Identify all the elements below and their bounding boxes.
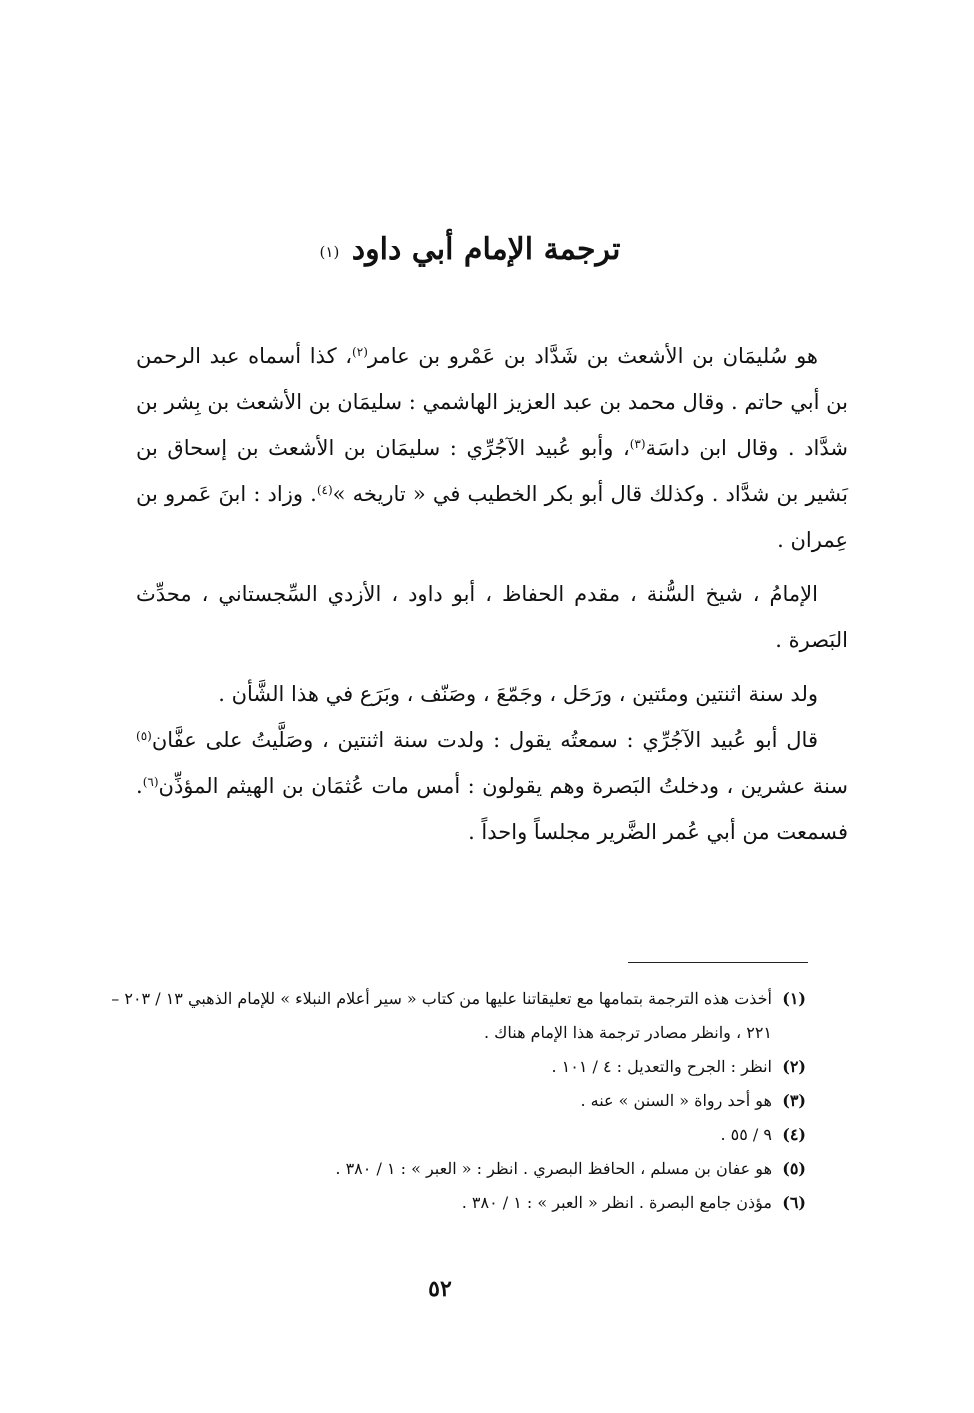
page-number: ٥٢ — [428, 1276, 452, 1302]
footnote-ref: (١) — [319, 243, 340, 262]
chapter-title — [0, 228, 940, 272]
footnote-number: (٤) — [782, 1125, 806, 1144]
footnote — [106, 1186, 806, 1220]
paragraph: الإمامُ ، شيخ السُّنة ، مقدم الحفاظ ، أبو داود ، الأزدي السِّجستاني ، محدِّث البَصرة . — [136, 582, 848, 652]
footnote-ref: (٥) — [136, 729, 152, 743]
text-run: ، كذا أسماه عبد الرحمن بن أبي حاتم . وقال محمد بن عبد العزيز الهاشمي : سليمَان بن الأشعث بن بِشر بن شدَّاد . وقال ابن داسَة — [136, 344, 848, 460]
footnote — [106, 1152, 806, 1186]
footnote-divider — [628, 962, 808, 963]
footnote-number: (٥) — [782, 1159, 806, 1178]
footnote — [106, 1118, 806, 1152]
footnote — [106, 1084, 806, 1118]
footnote-text: ٩ / ٥٥ . — [720, 1125, 772, 1144]
footnote-number: (٣) — [782, 1091, 806, 1110]
footnote-text: مؤذن جامع البصرة . انظر « العبر » : ١ / ٣٨٠ . — [461, 1193, 772, 1212]
text-run: . فسمعت من أبي عُمر الضَّرير مجلساً واحداً . — [136, 774, 848, 844]
paragraph — [136, 333, 848, 563]
footnote — [106, 1050, 806, 1084]
footnote-ref: (٣) — [629, 437, 646, 451]
footnote-number: (١) — [782, 989, 806, 1008]
text-run: قال أبو عُبيد الآجُرِّي : سمعتُه يقول : ولدت سنة اثنتين ، وصَلَّيتُ على عفَّان — [151, 728, 818, 752]
footnote — [106, 982, 806, 1050]
paragraph: ولد سنة اثنتين ومئتين ، ورَحَل ، وجَمّعَ ، وصَنّف ، وبَرَع في هذا الشَّأن . — [218, 682, 818, 706]
footnote-text: أخذت هذه الترجمة بتمامها مع تعليقاتنا عليها من كتاب « سير أعلام النبلاء » للإمام الذهبي ١٣ / ٢٠٣ – ٢٢١ ، وانظر مصادر ترجمة هذا الإمام هناك . — [111, 989, 772, 1042]
footnote-ref: (٦) — [142, 775, 159, 789]
text-run: سنة عشرين ، ودخلتُ البَصرة وهم يقولون : أمس مات عُثمَان بن الهيثم المؤذِّن — [158, 774, 848, 798]
footnote-text: هو عفان بن مسلم ، الحافظ البصري . انظر : « العبر » : ١ / ٣٨٠ . — [335, 1159, 772, 1178]
footnote-ref: (٢) — [352, 345, 368, 359]
chapter-title-text: ترجمة الإمام أبي داود — [351, 232, 621, 268]
footnote-text: هو أحد رواة « السنن » عنه . — [580, 1091, 772, 1110]
body-text — [136, 333, 848, 855]
footnote-text: انظر : الجرح والتعديل : ٤ / ١٠١ . — [551, 1057, 772, 1076]
text-run: هو سُليمَان بن الأشعث بن شَدَّاد بن عَمْرو بن عامر — [367, 344, 818, 368]
paragraph — [136, 717, 848, 855]
footnote-number: (٢) — [782, 1057, 806, 1076]
footnotes — [106, 982, 806, 1220]
footnote-number: (٦) — [782, 1193, 806, 1212]
footnote-ref: (٤) — [316, 483, 333, 497]
text-run: ، وأبو عُبيد الآجُرِّي : سليمَان بن الأشعث بن إسحاق بن بَشير بن شدَّاد . وكذلك قال أبو بكر الخطيب في « تاريخه » — [136, 436, 848, 506]
text-run: . وزاد : ابنَ عَمرو بن عِمران . — [136, 482, 848, 552]
